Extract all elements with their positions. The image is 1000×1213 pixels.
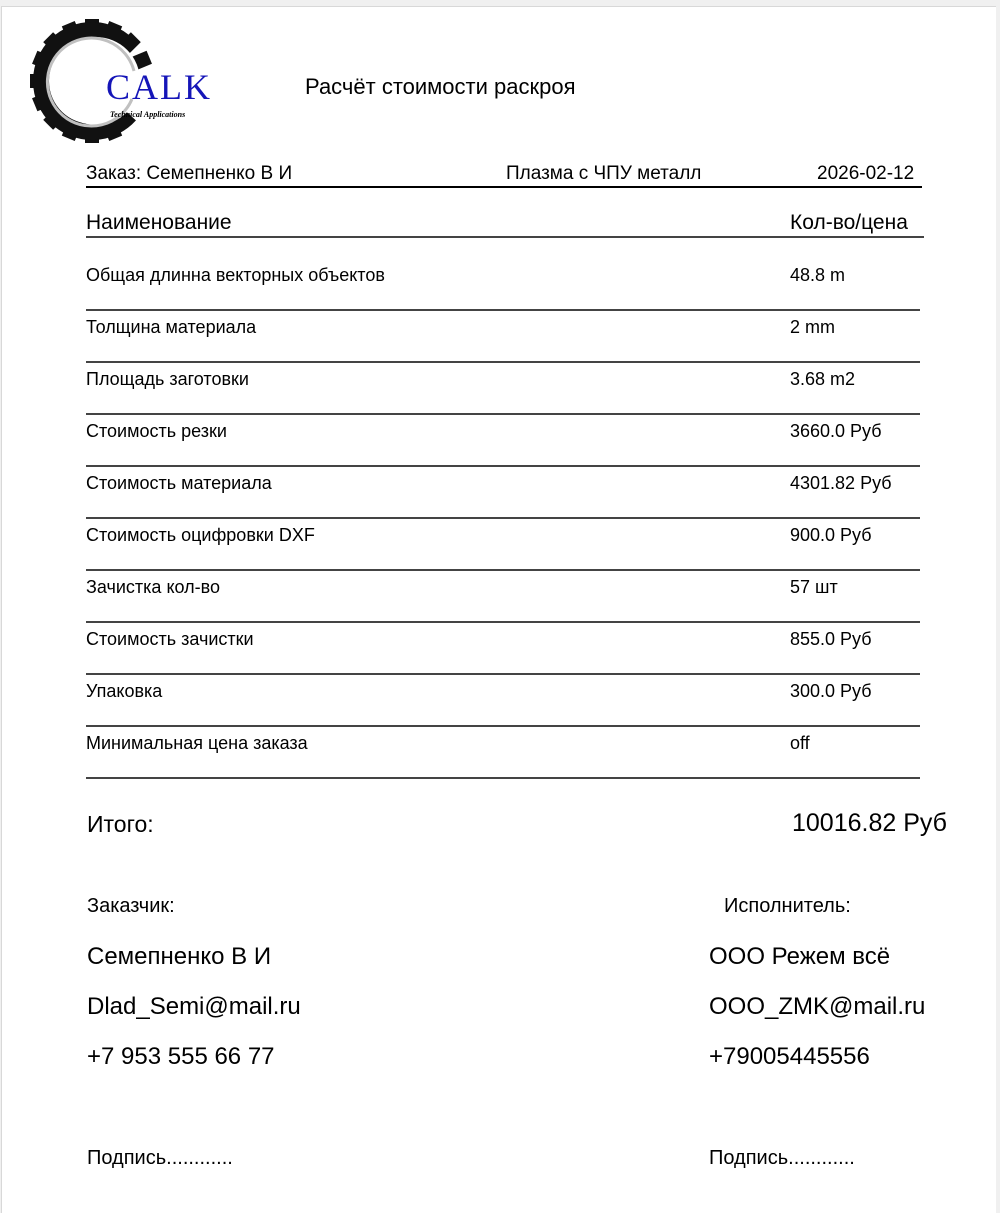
contractor-phone: +79005445556	[709, 1043, 870, 1070]
customer-phone: +7 953 555 66 77	[87, 1043, 275, 1070]
calk-logo	[30, 19, 212, 154]
row-value: 2 mm	[790, 317, 835, 337]
row-value: 900.0 Руб	[790, 525, 872, 545]
contractor-signature: Подпись............	[709, 1147, 855, 1169]
row-value: 4301.82 Руб	[790, 473, 892, 493]
header-name: Наименование	[86, 211, 232, 234]
row-label: Стоимость зачистки	[86, 629, 254, 649]
table-row	[86, 365, 920, 415]
row-label: Толщина материала	[86, 317, 257, 337]
header-qty: Кол-во/цена	[790, 211, 908, 234]
table-row	[86, 261, 920, 311]
customer-name: Семепненко В И	[87, 943, 272, 970]
table-row	[86, 677, 920, 727]
row-label: Зачистка кол-во	[86, 577, 221, 597]
row-label: Стоимость материала	[86, 473, 272, 493]
document-page	[1, 6, 996, 1213]
row-label: Площадь заготовки	[86, 369, 249, 389]
row-value: off	[790, 733, 810, 753]
customer-heading: Заказчик:	[87, 895, 175, 917]
row-value: 300.0 Руб	[790, 681, 872, 701]
row-label: Общая длинна векторных объектов	[86, 265, 385, 285]
table-row	[86, 469, 920, 519]
row-label: Стоимость оцифровки DXF	[86, 525, 315, 545]
total-value: 10016.82 Руб	[792, 809, 947, 837]
row-value: 3660.0 Руб	[790, 421, 882, 441]
table-row	[86, 521, 920, 571]
row-value: 48.8 m	[790, 265, 846, 285]
row-label: Минимальная цена заказа	[86, 733, 308, 753]
order-date: 2026-02-12	[817, 163, 915, 184]
row-value: 3.68 m2	[790, 369, 856, 389]
cost-table	[86, 261, 920, 781]
table-row	[86, 625, 920, 675]
logo-name: CALK	[106, 67, 212, 107]
contractor-name: ООО Режем всё	[709, 943, 891, 970]
row-label: Упаковка	[86, 681, 163, 701]
order-customer: Заказ: Семепненко В И	[86, 163, 293, 184]
table-row	[86, 729, 920, 779]
row-value: 57 шт	[790, 577, 838, 597]
table-row	[86, 573, 920, 623]
contractor-heading: Исполнитель:	[724, 895, 851, 917]
customer-signature: Подпись............	[87, 1147, 233, 1169]
total-label: Итого:	[87, 811, 154, 837]
table-header	[86, 208, 924, 238]
row-value: 855.0 Руб	[790, 629, 872, 649]
order-service: Плазма с ЧПУ металл	[506, 163, 702, 184]
order-info	[86, 159, 922, 188]
row-label: Стоимость резки	[86, 421, 227, 441]
page-title: Расчёт стоимости раскроя	[305, 74, 576, 99]
contractor-email: OOO_ZMK@mail.ru	[709, 993, 926, 1020]
logo-tagline: Technical Applications	[110, 110, 186, 119]
customer-email: Dlad_Semi@mail.ru	[87, 993, 301, 1020]
table-row	[86, 417, 920, 467]
table-row	[86, 313, 920, 363]
